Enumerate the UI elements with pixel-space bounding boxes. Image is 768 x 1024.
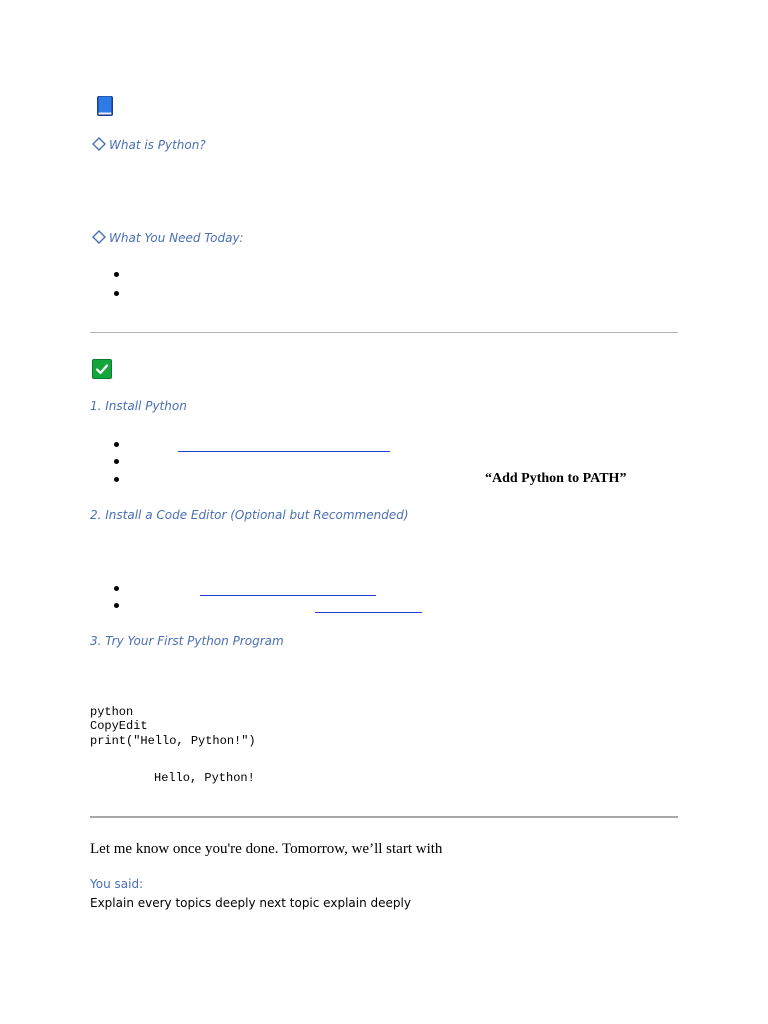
horizontal-rule: [90, 332, 678, 333]
editor-link-underline[interactable]: [200, 595, 376, 596]
code-output: Hello, Python!: [154, 771, 255, 785]
book-icon: [96, 95, 114, 117]
heading-text: What You Need Today:: [109, 231, 244, 245]
diamond-icon: [92, 230, 106, 244]
heading-first-program: 3. Try Your First Python Program: [90, 634, 284, 648]
user-message: Explain every topics deeply next topic explain deeply: [90, 896, 411, 910]
alt-editor-link-underline[interactable]: [315, 612, 422, 613]
list-bullet: [114, 477, 119, 482]
heading-what-is-python: [92, 137, 206, 152]
list-bullet: [114, 459, 119, 464]
list-bullet: [114, 442, 119, 447]
code-lang-label: python: [90, 705, 134, 719]
heading-install-python: 1. Install Python: [90, 399, 187, 413]
list-bullet: [114, 272, 119, 277]
heading-what-you-need-today: [92, 230, 244, 245]
copy-edit-button[interactable]: CopyEdit: [90, 719, 148, 733]
code-line: print("Hello, Python!"): [90, 734, 256, 748]
heading-install-code-editor: 2. Install a Code Editor (Optional but Recommended): [90, 508, 409, 522]
closing-text: Let me know once you're done. Tomorrow, we’ll start with: [90, 841, 443, 857]
heading-text: What is Python?: [109, 138, 206, 152]
download-link-underline[interactable]: [178, 451, 390, 452]
horizontal-rule: [90, 816, 678, 818]
check-box-icon: [92, 359, 112, 379]
list-bullet: [114, 603, 119, 608]
list-bullet: [114, 291, 119, 296]
list-bullet: [114, 586, 119, 591]
diamond-icon: [92, 137, 106, 151]
add-to-path-note: “Add Python to PATH”: [485, 471, 627, 486]
you-said-label: You said:: [90, 877, 144, 891]
